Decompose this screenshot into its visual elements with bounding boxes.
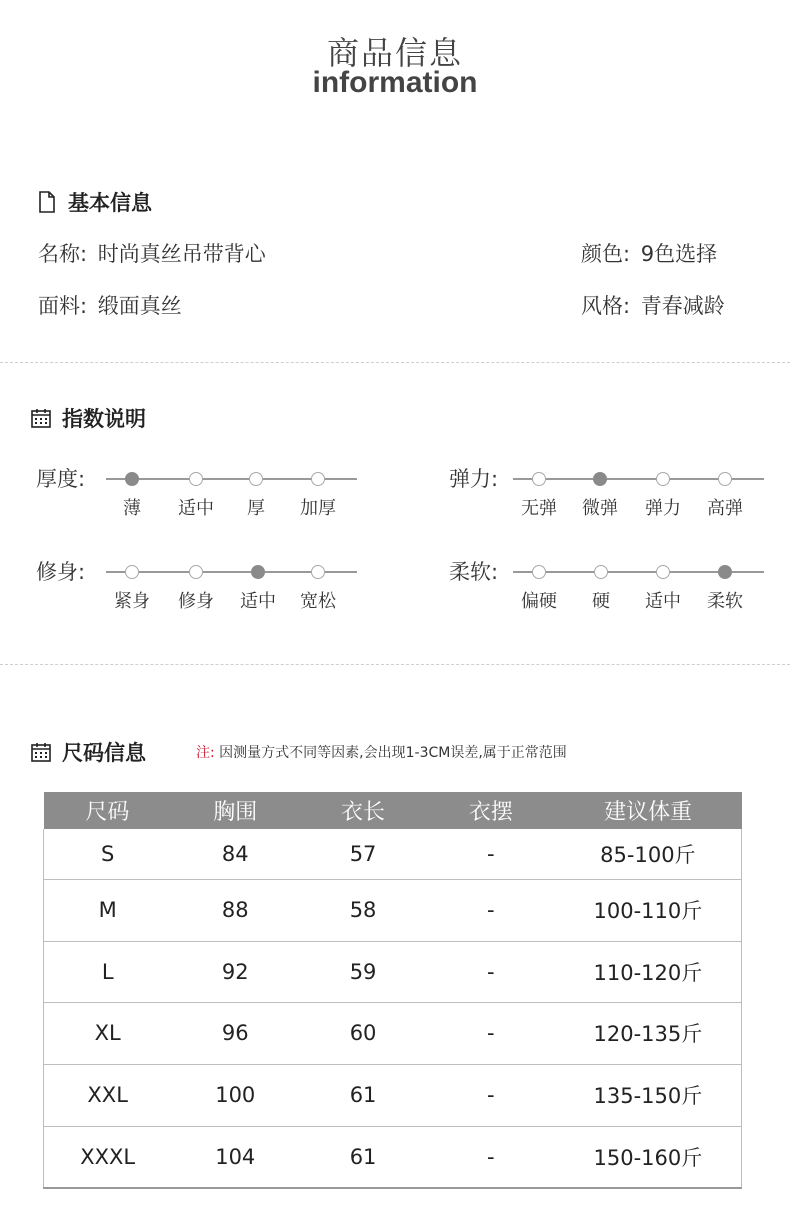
index-scale: [449, 463, 789, 523]
color-row: [581, 238, 717, 268]
table-cell: 59: [299, 941, 427, 1002]
fabric-row: [38, 290, 182, 320]
table-cell: 60: [299, 1002, 427, 1064]
table-row: [44, 1064, 742, 1126]
table-header-row: [44, 792, 742, 829]
table-row: [44, 879, 742, 941]
scale-option: 微弹: [582, 498, 618, 519]
scale-option: 高弹: [707, 498, 743, 519]
table-cell: M: [44, 879, 172, 941]
table-header-cell: 建议体重: [555, 792, 742, 829]
table-cell: XXXL: [44, 1126, 172, 1188]
table-cell: 58: [299, 879, 427, 941]
scale-dot: [189, 565, 203, 579]
scale-option: 厚: [247, 498, 265, 519]
table-row: [44, 829, 742, 879]
scale-option: 适中: [178, 498, 214, 519]
scale-option: 弹力: [645, 498, 681, 519]
scale-option: 适中: [240, 591, 276, 612]
fabric-label: 面料:: [38, 294, 88, 318]
scale-option: 加厚: [300, 498, 336, 519]
calendar-icon: [30, 741, 52, 763]
table-cell: 110-120斤: [555, 941, 742, 1002]
table-cell: 104: [171, 1126, 299, 1188]
table-cell: 61: [299, 1126, 427, 1188]
scale-dot: [311, 472, 325, 486]
scale-option: 修身: [178, 591, 214, 612]
scale-option: 薄: [123, 498, 141, 519]
size-table: [43, 792, 742, 1189]
color-value: 9色选择: [640, 242, 718, 266]
scale-option: 紧身: [114, 591, 150, 612]
scale-dot: [532, 565, 546, 579]
scale-dot-selected: [593, 472, 607, 486]
scale-option: 硬: [592, 591, 610, 612]
table-cell: 120-135斤: [555, 1002, 742, 1064]
scale-label: 柔软:: [449, 560, 499, 584]
measurement-note: [196, 742, 567, 762]
table-header-cell: 胸围: [171, 792, 299, 829]
table-header-cell: 衣长: [299, 792, 427, 829]
scale-option: 偏硬: [521, 591, 557, 612]
note-text: 因测量方式不同等因素,会出现1-3CM误差,属于正常范围: [219, 745, 567, 761]
table-body: [44, 829, 742, 1188]
table-cell: -: [427, 1002, 555, 1064]
scale-option: 宽松: [300, 591, 336, 612]
divider: [0, 362, 790, 363]
scale-dot: [656, 565, 670, 579]
name-label: 名称:: [38, 242, 88, 266]
table-header-cell: 尺码: [44, 792, 172, 829]
table-row: [44, 941, 742, 1002]
calendar-icon: [30, 407, 52, 429]
table-cell: 61: [299, 1064, 427, 1126]
document-icon: [36, 191, 58, 213]
table-cell: 100: [171, 1064, 299, 1126]
scale-dot-selected: [251, 565, 265, 579]
table-cell: -: [427, 829, 555, 879]
table-header-cell: 衣摆: [427, 792, 555, 829]
scale-option: 适中: [645, 591, 681, 612]
table-cell: S: [44, 829, 172, 879]
table-cell: -: [427, 879, 555, 941]
note-key: 注:: [196, 745, 215, 761]
table-cell: 88: [171, 879, 299, 941]
page-title: 商品信息: [326, 34, 463, 72]
table-cell: 100-110斤: [555, 879, 742, 941]
scale-label: 弹力:: [449, 467, 499, 491]
index-title: 指数说明: [62, 407, 146, 431]
table-row: [44, 1002, 742, 1064]
index-scale: [36, 463, 376, 523]
scale-dot: [311, 565, 325, 579]
table-cell: L: [44, 941, 172, 1002]
table-cell: 92: [171, 941, 299, 1002]
style-value: 青春减龄: [640, 294, 725, 318]
table-cell: 57: [299, 829, 427, 879]
fabric-value: 缎面真丝: [97, 294, 182, 318]
style-row: [581, 290, 725, 320]
scale-label: 修身:: [36, 560, 86, 584]
table-cell: -: [427, 1064, 555, 1126]
table-cell: XXL: [44, 1064, 172, 1126]
style-label: 风格:: [581, 294, 631, 318]
table-cell: XL: [44, 1002, 172, 1064]
table-cell: 85-100斤: [555, 829, 742, 879]
scale-dot: [594, 565, 608, 579]
basic-info-heading: [36, 187, 152, 217]
table-cell: -: [427, 1126, 555, 1188]
color-label: 颜色:: [581, 242, 631, 266]
table-cell: 96: [171, 1002, 299, 1064]
scale-dot-selected: [125, 472, 139, 486]
index-scale: [36, 556, 376, 616]
scale-dot: [249, 472, 263, 486]
page-subtitle: information: [312, 66, 478, 99]
divider: [0, 664, 790, 665]
size-title: 尺码信息: [62, 741, 146, 765]
table-cell: 150-160斤: [555, 1126, 742, 1188]
scale-dot: [718, 472, 732, 486]
scale-dot-selected: [718, 565, 732, 579]
scale-label: 厚度:: [36, 467, 86, 491]
name-value: 时尚真丝吊带背心: [97, 242, 266, 266]
scale-option: 柔软: [707, 591, 743, 612]
scale-option: 无弹: [521, 498, 557, 519]
scale-dot: [189, 472, 203, 486]
size-heading: [30, 737, 146, 767]
name-row: [38, 238, 266, 268]
table-cell: -: [427, 941, 555, 1002]
basic-info-title: 基本信息: [68, 191, 152, 215]
table-row: [44, 1126, 742, 1188]
scale-dot: [656, 472, 670, 486]
table-cell: 135-150斤: [555, 1064, 742, 1126]
index-heading: [30, 403, 146, 433]
index-scale: [449, 556, 789, 616]
scale-dot: [532, 472, 546, 486]
table-cell: 84: [171, 829, 299, 879]
scale-dot: [125, 565, 139, 579]
